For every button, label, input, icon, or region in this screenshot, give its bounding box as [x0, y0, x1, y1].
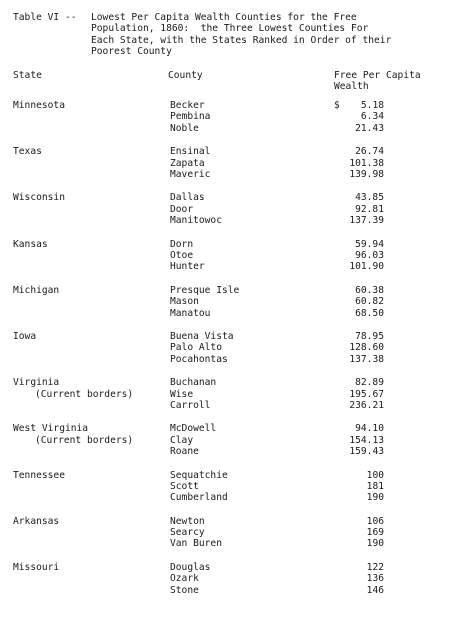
state-note: (Current borders)	[35, 388, 134, 400]
wealth-value: 195.67	[349, 388, 384, 400]
wealth-value: 94.10	[355, 423, 384, 435]
table-body	[0, 100, 452, 608]
wealth-values	[310, 516, 384, 550]
county-name: Manatou	[170, 307, 211, 319]
county-name: Van Buren	[170, 538, 222, 550]
state-cell	[13, 100, 163, 111]
county-list	[170, 470, 310, 504]
county-name: Dorn	[170, 238, 194, 250]
county-list	[170, 100, 310, 134]
county-name: Scott	[170, 480, 199, 492]
wealth-value: 101.90	[349, 261, 384, 273]
wealth-value: 78.95	[355, 330, 384, 342]
wealth-value: 236.21	[349, 399, 384, 411]
county-name: Maveric	[170, 168, 211, 180]
state-group	[0, 377, 452, 411]
caption-line: Population, 1860: the Three Lowest Counties For	[91, 23, 369, 35]
state-cell	[13, 285, 163, 296]
wealth-value: 101.38	[349, 157, 384, 169]
county-name: Pembina	[170, 111, 211, 123]
county-list	[170, 562, 310, 596]
county-name: Newton	[170, 515, 205, 527]
state-name: Wisconsin	[13, 192, 65, 204]
state-group	[0, 562, 452, 596]
wealth-value: 68.50	[355, 307, 384, 319]
wealth-value: 5.18	[360, 100, 384, 111]
column-header-wealth	[334, 70, 444, 93]
wealth-value: 59.94	[355, 238, 384, 250]
state-name: Minnesota	[13, 100, 65, 111]
state-cell	[13, 470, 163, 481]
county-list	[170, 377, 310, 411]
wealth-value: 154.13	[349, 434, 384, 446]
county-name: Wise	[170, 388, 194, 400]
county-name: Ensinal	[170, 146, 211, 158]
county-name: Clay	[170, 434, 194, 446]
state-cell	[13, 331, 163, 342]
county-name: Becker	[170, 100, 205, 111]
county-list	[170, 423, 310, 457]
county-name: Door	[170, 203, 194, 215]
wealth-value: 60.38	[355, 284, 384, 296]
column-header-wealth-line2: Wealth	[334, 81, 369, 93]
wealth-value: 139.98	[349, 168, 384, 180]
column-header-wealth-line1: Free Per Capita	[334, 70, 421, 81]
state-group	[0, 423, 452, 457]
wealth-value: 190	[366, 538, 384, 550]
currency-symbol: $	[334, 100, 340, 111]
county-name: Searcy	[170, 527, 205, 539]
wealth-values	[310, 423, 384, 457]
state-cell	[13, 562, 163, 573]
wealth-value: 169	[366, 527, 384, 539]
county-name: Stone	[170, 584, 199, 596]
county-name: Otoe	[170, 249, 194, 261]
state-name: Tennessee	[13, 469, 65, 481]
county-name: Carroll	[170, 399, 211, 411]
wealth-value: 137.39	[349, 215, 384, 227]
wealth-values	[310, 285, 384, 319]
wealth-value: 106	[366, 515, 384, 527]
county-list	[170, 516, 310, 550]
state-name: Arkansas	[13, 515, 60, 527]
table-number: Table VI --	[13, 12, 77, 23]
county-list	[170, 331, 310, 365]
state-group	[0, 192, 452, 226]
wealth-value: 181	[366, 480, 384, 492]
state-group	[0, 470, 452, 504]
state-name: Michigan	[13, 284, 60, 296]
wealth-values	[310, 192, 384, 226]
wealth-value: 122	[366, 561, 384, 573]
county-name: Cumberland	[170, 492, 228, 504]
county-name: Hunter	[170, 261, 205, 273]
state-cell	[13, 423, 163, 446]
state-group	[0, 331, 452, 365]
county-name: Ozark	[170, 573, 199, 585]
wealth-values	[310, 562, 384, 596]
state-cell	[13, 146, 163, 157]
wealth-values	[310, 100, 384, 134]
wealth-value: 136	[366, 573, 384, 585]
wealth-value: 21.43	[355, 122, 384, 134]
wealth-values	[310, 331, 384, 365]
state-name: West Virginia	[13, 423, 89, 435]
county-name: Noble	[170, 122, 199, 134]
state-name: Kansas	[13, 238, 48, 250]
column-header-county: County	[168, 70, 203, 81]
wealth-value: 43.85	[355, 192, 384, 204]
wealth-values	[310, 377, 384, 411]
column-header-state: State	[13, 70, 42, 81]
state-group	[0, 239, 452, 273]
county-list	[170, 239, 310, 273]
wealth-value: 190	[366, 492, 384, 504]
county-name: McDowell	[170, 423, 217, 435]
wealth-value: 92.81	[355, 203, 384, 215]
wealth-value: 96.03	[355, 249, 384, 261]
state-cell	[13, 516, 163, 527]
state-name: Missouri	[13, 561, 60, 573]
state-group	[0, 146, 452, 180]
wealth-value: 82.89	[355, 377, 384, 389]
county-list	[170, 146, 310, 180]
county-name: Presque Isle	[170, 284, 240, 296]
county-name: Douglas	[170, 561, 211, 573]
county-name: Manitowoc	[170, 215, 222, 227]
wealth-value: 26.74	[355, 146, 384, 158]
county-name: Dallas	[170, 192, 205, 204]
wealth-value: 60.82	[355, 296, 384, 308]
state-cell	[13, 377, 163, 400]
county-name: Roane	[170, 446, 199, 458]
wealth-values	[310, 470, 384, 504]
county-name: Zapata	[170, 157, 205, 169]
wealth-value: 146	[366, 584, 384, 596]
caption-line: Lowest Per Capita Wealth Counties for the Free	[91, 12, 357, 23]
state-cell	[13, 192, 163, 203]
county-list	[170, 285, 310, 319]
state-group	[0, 100, 452, 134]
state-name: Iowa	[13, 330, 37, 342]
county-name: Pocahontas	[170, 353, 228, 365]
county-name: Buena Vista	[170, 330, 234, 342]
state-cell	[13, 239, 163, 250]
state-group	[0, 516, 452, 550]
county-name: Palo Alto	[170, 342, 222, 354]
county-name: Sequatchie	[170, 469, 228, 481]
wealth-value: 100	[366, 469, 384, 481]
wealth-value: 137.38	[349, 353, 384, 365]
county-name: Mason	[170, 296, 199, 308]
wealth-value: 6.34	[360, 111, 384, 123]
county-list	[170, 192, 310, 226]
caption-line: Poorest County	[91, 46, 172, 58]
caption-line: Each State, with the States Ranked in Order of their	[91, 34, 392, 46]
wealth-value: 128.60	[349, 342, 384, 354]
state-name: Texas	[13, 146, 42, 158]
table-caption	[13, 12, 443, 58]
wealth-value: 159.43	[349, 446, 384, 458]
wealth-values	[310, 239, 384, 273]
county-name: Buchanan	[170, 377, 217, 389]
wealth-values	[310, 146, 384, 180]
state-name: Virginia	[13, 377, 60, 389]
state-group	[0, 285, 452, 319]
state-note: (Current borders)	[35, 434, 134, 446]
